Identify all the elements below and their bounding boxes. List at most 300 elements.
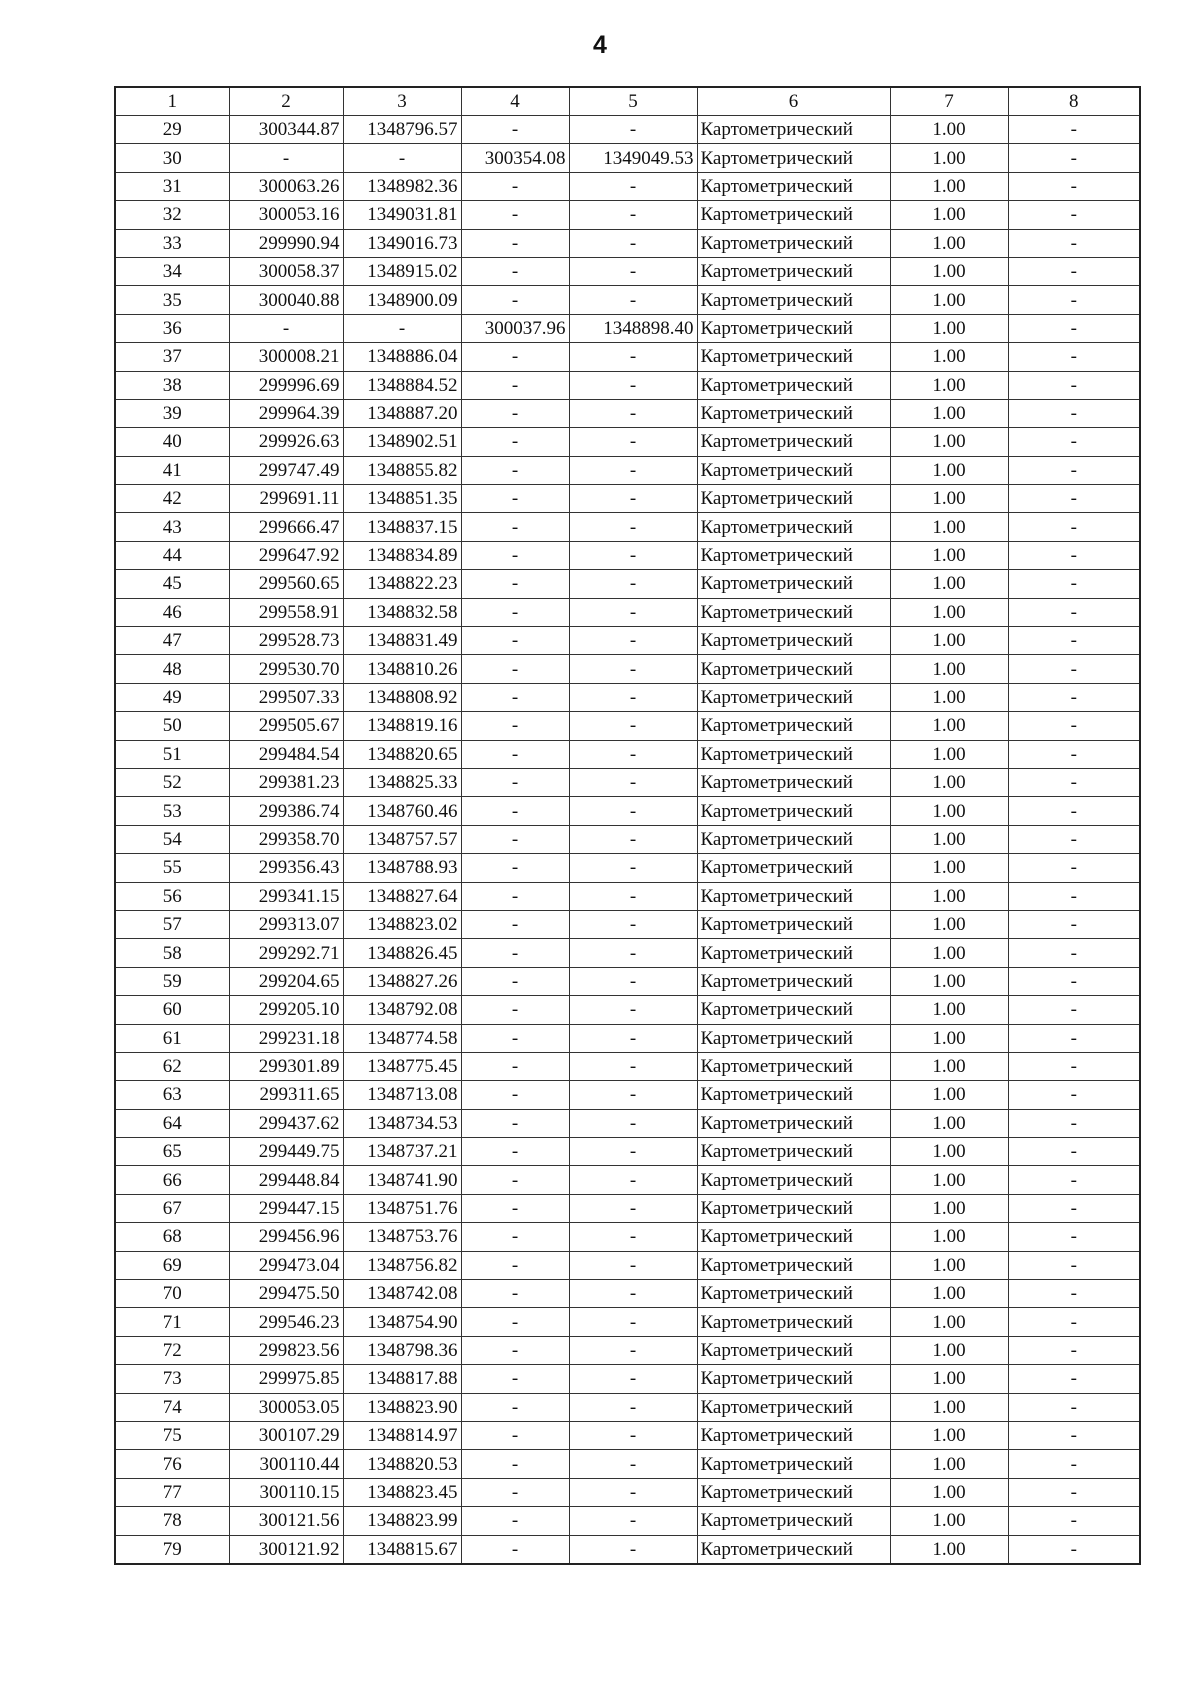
precision-cell: 1.00: [890, 882, 1008, 910]
method-cell: Картометрический: [697, 456, 890, 484]
table-row: [115, 683, 1140, 711]
description-cell: -: [1008, 712, 1140, 740]
table-row: [115, 371, 1140, 399]
table-row: [115, 939, 1140, 967]
y-cell: 1348817.88: [343, 1365, 461, 1393]
precision-cell: 1.00: [890, 1336, 1008, 1364]
x-new-cell: -: [461, 1223, 569, 1251]
method-cell: Картометрический: [697, 1450, 890, 1478]
method-cell: Картометрический: [697, 683, 890, 711]
y-cell: 1348886.04: [343, 343, 461, 371]
y-new-cell: -: [569, 116, 697, 144]
description-cell: -: [1008, 116, 1140, 144]
point-number-cell: 38: [115, 371, 229, 399]
x-new-cell: -: [461, 1308, 569, 1336]
point-number-cell: 78: [115, 1507, 229, 1535]
precision-cell: 1.00: [890, 655, 1008, 683]
table-row: [115, 740, 1140, 768]
x-new-cell: -: [461, 740, 569, 768]
method-cell: Картометрический: [697, 1138, 890, 1166]
table-row: [115, 854, 1140, 882]
description-cell: -: [1008, 286, 1140, 314]
description-cell: -: [1008, 570, 1140, 598]
description-cell: -: [1008, 1194, 1140, 1222]
y-cell: 1348884.52: [343, 371, 461, 399]
header-row: [115, 87, 1140, 116]
point-number-cell: 35: [115, 286, 229, 314]
x-new-cell: -: [461, 882, 569, 910]
method-cell: Картометрический: [697, 768, 890, 796]
precision-cell: 1.00: [890, 286, 1008, 314]
precision-cell: 1.00: [890, 627, 1008, 655]
y-cell: 1348808.92: [343, 683, 461, 711]
y-cell: 1349016.73: [343, 229, 461, 257]
precision-cell: 1.00: [890, 854, 1008, 882]
table-row: [115, 116, 1140, 144]
x-new-cell: -: [461, 1450, 569, 1478]
y-cell: 1348810.26: [343, 655, 461, 683]
table-row: [115, 428, 1140, 456]
table-row: [115, 257, 1140, 285]
precision-cell: 1.00: [890, 343, 1008, 371]
table-row: [115, 1109, 1140, 1137]
y-cell: 1348887.20: [343, 399, 461, 427]
x-new-cell: -: [461, 343, 569, 371]
point-number-cell: 32: [115, 201, 229, 229]
x-cell: 299647.92: [229, 541, 343, 569]
description-cell: -: [1008, 1166, 1140, 1194]
method-cell: Картометрический: [697, 541, 890, 569]
x-cell: 300110.44: [229, 1450, 343, 1478]
x-cell: 300008.21: [229, 343, 343, 371]
table-row: [115, 570, 1140, 598]
description-cell: -: [1008, 1251, 1140, 1279]
precision-cell: 1.00: [890, 1081, 1008, 1109]
table-row: [115, 825, 1140, 853]
x-new-cell: -: [461, 1535, 569, 1564]
x-cell: 299823.56: [229, 1336, 343, 1364]
y-new-cell: -: [569, 399, 697, 427]
table-row: [115, 1194, 1140, 1222]
description-cell: -: [1008, 910, 1140, 938]
y-new-cell: -: [569, 854, 697, 882]
table-row: [115, 1251, 1140, 1279]
precision-cell: 1.00: [890, 1535, 1008, 1564]
point-number-cell: 60: [115, 996, 229, 1024]
method-cell: Картометрический: [697, 882, 890, 910]
x-cell: 299386.74: [229, 797, 343, 825]
method-cell: Картометрический: [697, 172, 890, 200]
table-row: [115, 1081, 1140, 1109]
x-cell: 299528.73: [229, 627, 343, 655]
precision-cell: 1.00: [890, 1280, 1008, 1308]
description-cell: -: [1008, 428, 1140, 456]
x-cell: 300053.05: [229, 1393, 343, 1421]
description-cell: -: [1008, 1478, 1140, 1506]
x-cell: 299456.96: [229, 1223, 343, 1251]
description-cell: -: [1008, 1336, 1140, 1364]
x-cell: 299926.63: [229, 428, 343, 456]
precision-cell: 1.00: [890, 967, 1008, 995]
table-row: [115, 286, 1140, 314]
x-cell: 299381.23: [229, 768, 343, 796]
precision-cell: 1.00: [890, 1308, 1008, 1336]
description-cell: -: [1008, 1308, 1140, 1336]
point-number-cell: 40: [115, 428, 229, 456]
x-cell: 299507.33: [229, 683, 343, 711]
description-cell: -: [1008, 655, 1140, 683]
y-new-cell: -: [569, 825, 697, 853]
y-cell: 1348798.36: [343, 1336, 461, 1364]
precision-cell: 1.00: [890, 1365, 1008, 1393]
y-new-cell: -: [569, 229, 697, 257]
description-cell: -: [1008, 485, 1140, 513]
x-new-cell: -: [461, 229, 569, 257]
x-new-cell: -: [461, 967, 569, 995]
method-cell: Картометрический: [697, 655, 890, 683]
y-new-cell: -: [569, 1024, 697, 1052]
x-cell: 300053.16: [229, 201, 343, 229]
y-new-cell: -: [569, 768, 697, 796]
y-new-cell: -: [569, 1365, 697, 1393]
point-number-cell: 79: [115, 1535, 229, 1564]
y-cell: 1348851.35: [343, 485, 461, 513]
description-cell: -: [1008, 1052, 1140, 1080]
y-new-cell: 1349049.53: [569, 144, 697, 172]
table-row: [115, 1024, 1140, 1052]
method-cell: Картометрический: [697, 1421, 890, 1449]
precision-cell: 1.00: [890, 1223, 1008, 1251]
precision-cell: 1.00: [890, 1251, 1008, 1279]
description-cell: -: [1008, 371, 1140, 399]
y-new-cell: -: [569, 1535, 697, 1564]
y-cell: 1348825.33: [343, 768, 461, 796]
precision-cell: 1.00: [890, 825, 1008, 853]
column-header: 6: [697, 87, 890, 116]
description-cell: -: [1008, 541, 1140, 569]
precision-cell: 1.00: [890, 399, 1008, 427]
x-cell: 299205.10: [229, 996, 343, 1024]
method-cell: Картометрический: [697, 229, 890, 257]
y-new-cell: -: [569, 1166, 697, 1194]
method-cell: Картометрический: [697, 513, 890, 541]
description-cell: -: [1008, 797, 1140, 825]
description-cell: -: [1008, 1024, 1140, 1052]
point-number-cell: 56: [115, 882, 229, 910]
table-body: [115, 116, 1140, 1564]
method-cell: Картометрический: [697, 570, 890, 598]
precision-cell: 1.00: [890, 1138, 1008, 1166]
x-new-cell: -: [461, 1280, 569, 1308]
description-cell: -: [1008, 882, 1140, 910]
description-cell: -: [1008, 229, 1140, 257]
table-row: [115, 1450, 1140, 1478]
precision-cell: 1.00: [890, 598, 1008, 626]
point-number-cell: 64: [115, 1109, 229, 1137]
y-cell: 1348823.90: [343, 1393, 461, 1421]
y-cell: 1348815.67: [343, 1535, 461, 1564]
x-cell: 299666.47: [229, 513, 343, 541]
description-cell: -: [1008, 996, 1140, 1024]
y-new-cell: -: [569, 740, 697, 768]
x-cell: 300058.37: [229, 257, 343, 285]
y-cell: 1348834.89: [343, 541, 461, 569]
x-cell: 299560.65: [229, 570, 343, 598]
table-row: [115, 627, 1140, 655]
table-row: [115, 967, 1140, 995]
point-number-cell: 74: [115, 1393, 229, 1421]
x-new-cell: -: [461, 768, 569, 796]
y-new-cell: -: [569, 1223, 697, 1251]
table-row: [115, 485, 1140, 513]
y-cell: -: [343, 314, 461, 342]
precision-cell: 1.00: [890, 371, 1008, 399]
description-cell: -: [1008, 627, 1140, 655]
x-cell: 300344.87: [229, 116, 343, 144]
y-cell: 1348792.08: [343, 996, 461, 1024]
y-cell: 1348751.76: [343, 1194, 461, 1222]
method-cell: Картометрический: [697, 797, 890, 825]
point-number-cell: 45: [115, 570, 229, 598]
x-new-cell: -: [461, 1478, 569, 1506]
y-cell: -: [343, 144, 461, 172]
point-number-cell: 43: [115, 513, 229, 541]
table-row: [115, 1052, 1140, 1080]
y-new-cell: -: [569, 882, 697, 910]
y-new-cell: -: [569, 1450, 697, 1478]
precision-cell: 1.00: [890, 768, 1008, 796]
method-cell: Картометрический: [697, 1535, 890, 1564]
precision-cell: 1.00: [890, 910, 1008, 938]
precision-cell: 1.00: [890, 1421, 1008, 1449]
description-cell: -: [1008, 1535, 1140, 1564]
description-cell: -: [1008, 314, 1140, 342]
y-cell: 1348837.15: [343, 513, 461, 541]
y-cell: 1348832.58: [343, 598, 461, 626]
point-number-cell: 75: [115, 1421, 229, 1449]
method-cell: Картометрический: [697, 399, 890, 427]
precision-cell: 1.00: [890, 513, 1008, 541]
point-number-cell: 57: [115, 910, 229, 938]
description-cell: -: [1008, 939, 1140, 967]
method-cell: Картометрический: [697, 1194, 890, 1222]
point-number-cell: 41: [115, 456, 229, 484]
x-new-cell: -: [461, 485, 569, 513]
precision-cell: 1.00: [890, 996, 1008, 1024]
y-new-cell: -: [569, 967, 697, 995]
point-number-cell: 50: [115, 712, 229, 740]
method-cell: Картометрический: [697, 1081, 890, 1109]
x-cell: 299990.94: [229, 229, 343, 257]
precision-cell: 1.00: [890, 428, 1008, 456]
table-row: [115, 513, 1140, 541]
method-cell: Картометрический: [697, 854, 890, 882]
precision-cell: 1.00: [890, 314, 1008, 342]
x-cell: -: [229, 144, 343, 172]
description-cell: -: [1008, 1507, 1140, 1535]
y-new-cell: -: [569, 343, 697, 371]
x-cell: 299311.65: [229, 1081, 343, 1109]
x-cell: 299747.49: [229, 456, 343, 484]
description-cell: -: [1008, 1223, 1140, 1251]
table-row: [115, 1308, 1140, 1336]
table-row: [115, 768, 1140, 796]
method-cell: Картометрический: [697, 967, 890, 995]
description-cell: -: [1008, 825, 1140, 853]
point-number-cell: 34: [115, 257, 229, 285]
precision-cell: 1.00: [890, 1478, 1008, 1506]
point-number-cell: 63: [115, 1081, 229, 1109]
method-cell: Картометрический: [697, 257, 890, 285]
page-number: 4: [593, 31, 607, 59]
y-new-cell: -: [569, 428, 697, 456]
x-cell: 299358.70: [229, 825, 343, 853]
table-row: [115, 399, 1140, 427]
point-number-cell: 69: [115, 1251, 229, 1279]
table-row: [115, 1280, 1140, 1308]
y-cell: 1348900.09: [343, 286, 461, 314]
point-number-cell: 30: [115, 144, 229, 172]
x-new-cell: -: [461, 201, 569, 229]
x-new-cell: -: [461, 1421, 569, 1449]
y-new-cell: -: [569, 598, 697, 626]
description-cell: -: [1008, 343, 1140, 371]
point-number-cell: 62: [115, 1052, 229, 1080]
y-new-cell: -: [569, 257, 697, 285]
y-cell: 1348741.90: [343, 1166, 461, 1194]
precision-cell: 1.00: [890, 1393, 1008, 1421]
y-new-cell: -: [569, 1336, 697, 1364]
x-cell: 299473.04: [229, 1251, 343, 1279]
y-cell: 1348823.02: [343, 910, 461, 938]
table-row: [115, 655, 1140, 683]
x-new-cell: -: [461, 1251, 569, 1279]
y-cell: 1348826.45: [343, 939, 461, 967]
y-new-cell: -: [569, 456, 697, 484]
description-cell: -: [1008, 1138, 1140, 1166]
y-new-cell: -: [569, 1251, 697, 1279]
description-cell: -: [1008, 513, 1140, 541]
table-row: [115, 1138, 1140, 1166]
method-cell: Картометрический: [697, 485, 890, 513]
point-number-cell: 42: [115, 485, 229, 513]
method-cell: Картометрический: [697, 428, 890, 456]
method-cell: Картометрический: [697, 1052, 890, 1080]
method-cell: Картометрический: [697, 116, 890, 144]
method-cell: Картометрический: [697, 939, 890, 967]
x-new-cell: -: [461, 570, 569, 598]
table-row: [115, 598, 1140, 626]
precision-cell: 1.00: [890, 1194, 1008, 1222]
description-cell: -: [1008, 399, 1140, 427]
description-cell: -: [1008, 683, 1140, 711]
y-cell: 1348756.82: [343, 1251, 461, 1279]
method-cell: Картометрический: [697, 712, 890, 740]
x-cell: 299231.18: [229, 1024, 343, 1052]
point-number-cell: 72: [115, 1336, 229, 1364]
y-cell: 1348737.21: [343, 1138, 461, 1166]
x-new-cell: -: [461, 371, 569, 399]
point-number-cell: 77: [115, 1478, 229, 1506]
x-new-cell: -: [461, 1109, 569, 1137]
x-new-cell: 300354.08: [461, 144, 569, 172]
y-new-cell: -: [569, 1280, 697, 1308]
table-row: [115, 910, 1140, 938]
table-row: [115, 144, 1140, 172]
table-row: [115, 1166, 1140, 1194]
x-cell: 300107.29: [229, 1421, 343, 1449]
y-cell: 1348902.51: [343, 428, 461, 456]
y-new-cell: -: [569, 627, 697, 655]
y-cell: 1348734.53: [343, 1109, 461, 1137]
method-cell: Картометрический: [697, 343, 890, 371]
y-cell: 1348788.93: [343, 854, 461, 882]
precision-cell: 1.00: [890, 257, 1008, 285]
x-cell: 299341.15: [229, 882, 343, 910]
description-cell: -: [1008, 144, 1140, 172]
point-number-cell: 51: [115, 740, 229, 768]
y-new-cell: -: [569, 797, 697, 825]
method-cell: Картометрический: [697, 201, 890, 229]
precision-cell: 1.00: [890, 1507, 1008, 1535]
table-row: [115, 996, 1140, 1024]
point-number-cell: 54: [115, 825, 229, 853]
method-cell: Картометрический: [697, 627, 890, 655]
table-row: [115, 1421, 1140, 1449]
y-new-cell: -: [569, 1052, 697, 1080]
precision-cell: 1.00: [890, 456, 1008, 484]
y-cell: 1348827.26: [343, 967, 461, 995]
point-number-cell: 59: [115, 967, 229, 995]
y-cell: 1348742.08: [343, 1280, 461, 1308]
y-new-cell: -: [569, 1109, 697, 1137]
y-new-cell: -: [569, 1478, 697, 1506]
description-cell: -: [1008, 1393, 1140, 1421]
y-cell: 1348982.36: [343, 172, 461, 200]
x-new-cell: -: [461, 428, 569, 456]
y-cell: 1348757.57: [343, 825, 461, 853]
precision-cell: 1.00: [890, 740, 1008, 768]
x-new-cell: -: [461, 1393, 569, 1421]
y-cell: 1349031.81: [343, 201, 461, 229]
description-cell: -: [1008, 1280, 1140, 1308]
point-number-cell: 53: [115, 797, 229, 825]
x-cell: 299437.62: [229, 1109, 343, 1137]
method-cell: Картометрический: [697, 314, 890, 342]
table-row: [115, 797, 1140, 825]
method-cell: Картометрический: [697, 1478, 890, 1506]
coordinates-table: [114, 86, 1141, 1565]
y-cell: 1348823.45: [343, 1478, 461, 1506]
column-header: 5: [569, 87, 697, 116]
table-row: [115, 1535, 1140, 1564]
point-number-cell: 44: [115, 541, 229, 569]
description-cell: -: [1008, 456, 1140, 484]
y-new-cell: -: [569, 683, 697, 711]
table-row: [115, 712, 1140, 740]
point-number-cell: 71: [115, 1308, 229, 1336]
x-cell: 299996.69: [229, 371, 343, 399]
y-cell: 1348760.46: [343, 797, 461, 825]
method-cell: Картометрический: [697, 1109, 890, 1137]
method-cell: Картометрический: [697, 1223, 890, 1251]
precision-cell: 1.00: [890, 1024, 1008, 1052]
method-cell: Картометрический: [697, 1024, 890, 1052]
precision-cell: 1.00: [890, 797, 1008, 825]
y-cell: 1348775.45: [343, 1052, 461, 1080]
point-number-cell: 29: [115, 116, 229, 144]
description-cell: -: [1008, 1081, 1140, 1109]
